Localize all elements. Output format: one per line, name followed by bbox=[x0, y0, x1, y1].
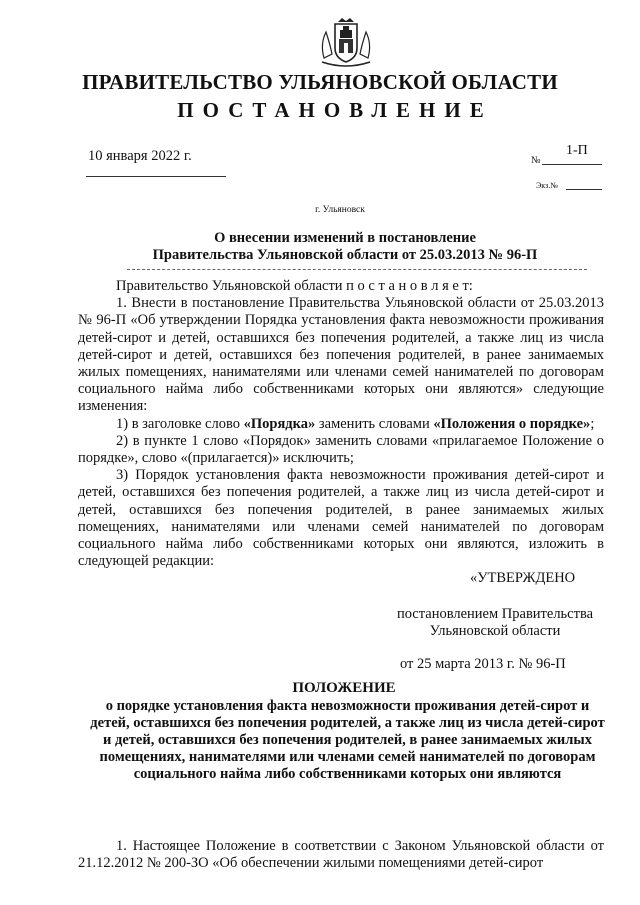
item-1-1-paragraph bbox=[78, 416, 604, 433]
item-1-1-word-new: «Положения о порядке» bbox=[433, 415, 591, 432]
document-title bbox=[120, 230, 570, 264]
approval-authority bbox=[390, 606, 600, 640]
item-1-2-paragraph: 2) в пункте 1 слово «Порядок» заменить словами «прилагаемое Положение о порядке», слово «(прилагается)» исключить; bbox=[78, 432, 604, 467]
number-underline bbox=[542, 164, 602, 165]
number-sign: № bbox=[531, 155, 541, 166]
approval-line-3: Ульяновской области bbox=[429, 623, 561, 639]
city-label: г. Ульяновск bbox=[315, 205, 365, 215]
title-line-2: Правительства Ульяновской области от 25.03.2013 № 96-П bbox=[152, 247, 538, 263]
approval-date: от 25 марта 2013 г. № 96-П bbox=[400, 656, 566, 672]
item-1-1-text-a: 1) в заголовке слово bbox=[116, 415, 244, 432]
item-1-3-paragraph: 3) Порядок установления факта невозможности проживания детей-сирот и детей, оставшихся без попечения родителей, а также лиц из числа детей-сирот и детей, оставшихся без попечения родителей, в ранее занимаемых жилых помещениях, нанимателями или членами семей нанимателей по договорам социального найма либо собственниками которых они являются, изложить в следующей редакции: bbox=[78, 467, 604, 570]
item-1-paragraph: 1. Внести в постановление Правительства Ульяновской области от 25.03.2013 № 96-П «Об утверждении Порядка установления факта невозможности проживания детей-сирот и детей, оставшихся без попечения родителей, а также лиц из числа детей-сирот и детей, оставшихся без попечения родителей, в ранее занимаемых жилых помещениях, нанимателями или членами семей нанимателей по договорам социального найма либо собственниками которых они являются» следующие изменения: bbox=[78, 295, 604, 415]
coat-of-arms-icon bbox=[318, 14, 374, 70]
title-line-1: О внесении изменений в постановление bbox=[214, 230, 476, 246]
intro-paragraph: Правительство Ульяновской области п о с т а н о в л я е т: bbox=[116, 278, 473, 294]
copy-number-label: Экз.№ bbox=[536, 181, 558, 190]
approval-line-2: постановлением Правительства bbox=[396, 606, 594, 622]
item-1-1-text-e: ; bbox=[590, 415, 595, 432]
approval-stamp-title: «УТВЕРЖДЕНО bbox=[470, 570, 576, 586]
document-body bbox=[78, 278, 604, 570]
title-divider bbox=[127, 269, 587, 270]
regulation-heading: ПОЛОЖЕНИЕ bbox=[292, 680, 396, 696]
date-underline bbox=[86, 176, 226, 177]
copy-underline bbox=[566, 189, 602, 190]
government-name: ПРАВИТЕЛЬСТВО УЛЬЯНОВСКОЙ ОБЛАСТИ bbox=[82, 70, 558, 94]
document-number: 1-П bbox=[566, 143, 588, 158]
item-1-1-word-old: «Порядка» bbox=[243, 415, 316, 432]
regulation-title: о порядке установления факта невозможности проживания детей-сирот и детей, оставшихся без попечения родителей, а также лиц из числа детей-сирот и детей, оставшихся без попечения родителей, в ранее занимаемых жилых помещениях, нанимателями или членами семей нанимателей по договорам социального найма либо собственниками которых они являются bbox=[90, 698, 605, 782]
regulation-paragraph-1: 1. Настоящее Положение в соответствии с Законом Ульяновской области от 21.12.2012 № 200-ЗО «Об обеспечении жилыми помещениями детей-сирот bbox=[78, 838, 604, 872]
document-date: 10 января 2022 г. bbox=[88, 148, 192, 164]
document-type: ПОСТАНОВЛЕНИЕ bbox=[177, 98, 493, 122]
item-1-1-text-c: заменить словами bbox=[315, 415, 434, 432]
regulation-body bbox=[78, 838, 604, 872]
